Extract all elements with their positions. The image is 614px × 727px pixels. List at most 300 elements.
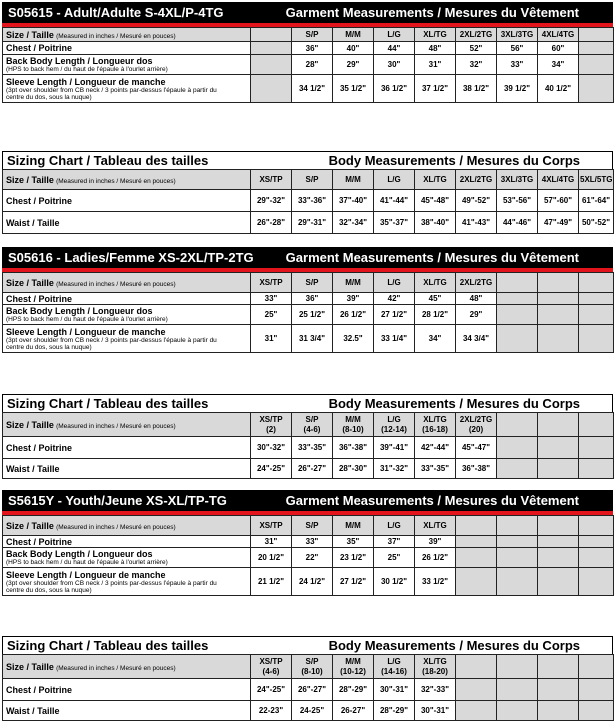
back-cell: 28 1/2": [415, 305, 456, 325]
back-length-label-sub-0: (HPS to back hem / du haut de l'épaule à l'ourlet arrière): [6, 559, 168, 566]
chest-cell: 33"-35": [292, 437, 333, 459]
size-cell: [538, 273, 579, 293]
waist-cell: 31"-32": [374, 459, 415, 479]
back-cell: 26 1/2": [415, 548, 456, 568]
back-length-label-sub-0: (HPS to back hem / du haut de l'épaule à l'ourlet arrière): [6, 316, 168, 323]
chest-cell: 33"-36": [292, 190, 333, 212]
waist-label-main: Waist / Taille: [6, 217, 60, 228]
back-cell: [538, 548, 579, 568]
size-cell: [251, 655, 292, 679]
waist-cell: [579, 459, 614, 479]
back-length-row: [3, 548, 614, 568]
garment-header: [2, 490, 613, 515]
size-cell: 2XL/2TG: [456, 170, 497, 190]
chest-cell: 49"-52": [456, 190, 497, 212]
waist-label: [3, 212, 251, 234]
sizing-chart-title: Sizing Chart / Tableau des tailles: [7, 396, 209, 411]
back-cell: [456, 548, 497, 568]
chest-cell: 35": [333, 536, 374, 548]
chest-cell: 30"-31": [374, 679, 415, 701]
waist-cell: 29"-31": [292, 212, 333, 234]
size-cell: [579, 413, 614, 437]
back-cell: [497, 305, 538, 325]
sleeve-cell: 38 1/2": [456, 75, 497, 103]
chest-cell: 30"-32": [251, 437, 292, 459]
size-label-main: Size / Taille: [6, 277, 54, 288]
size-cell: [497, 413, 538, 437]
size-cell: [415, 655, 456, 679]
back-length-label-main: Back Body Length / Longueur dos: [6, 549, 153, 559]
chest-cell: [456, 536, 497, 548]
chest-label-main: Chest / Poitrine: [6, 684, 73, 695]
back-cell: 31": [415, 55, 456, 75]
sleeve-cell: [579, 325, 614, 353]
size-code: 2XL/2TG: [459, 414, 493, 424]
body-header: [2, 636, 613, 654]
size-cell: L/G: [374, 170, 415, 190]
sleeve-cell: 34 3/4": [456, 325, 497, 353]
size-label-main: Size / Taille: [6, 419, 54, 430]
chest-row: [3, 437, 614, 459]
sleeve-cell: 39 1/2": [497, 75, 538, 103]
size-cell: XL/TG: [415, 273, 456, 293]
waist-cell: 26"-27": [292, 459, 333, 479]
sleeve-length-label-main: Sleeve Length / Longueur de manche: [6, 569, 166, 580]
size-cell: [415, 413, 456, 437]
sizing-chart-title: Sizing Chart / Tableau des tailles: [7, 153, 209, 168]
back-length-label-main: Back Body Length / Longueur dos: [6, 56, 153, 66]
chest-cell: 36": [292, 42, 333, 55]
chest-cell: 45": [415, 293, 456, 305]
chest-label: [3, 536, 251, 548]
sleeve-cell: 31 3/4": [292, 325, 333, 353]
garment-table: [2, 272, 614, 353]
waist-cell: 41"-43": [456, 212, 497, 234]
size-label-sub: (Measured in inches / Mesuré en pouces): [56, 523, 176, 531]
sleeve-length-label-sub-1: centre du dos, sous la nuque): [6, 93, 92, 101]
body-block: [2, 151, 613, 234]
chest-row: [3, 293, 614, 305]
sleeve-cell: 32.5": [333, 325, 374, 353]
size-code: XL/TG: [423, 656, 447, 666]
size-cell: [456, 413, 497, 437]
sleeve-cell: [538, 325, 579, 353]
size-cell: [333, 413, 374, 437]
product-title: S05616 - Ladies/Femme XS-2XL/TP-2TG: [8, 250, 254, 265]
size-cell: M/M: [333, 273, 374, 293]
size-cell: [538, 516, 579, 536]
chest-cell: 37"-40": [333, 190, 374, 212]
chest-cell: [579, 437, 614, 459]
sizing-chart-title: Sizing Chart / Tableau des tailles: [7, 638, 209, 653]
chest-cell: [497, 536, 538, 548]
back-length-label-sub-0: (HPS to back hem / du haut de l'épaule à l'ourlet arrière): [6, 66, 168, 73]
chest-cell: 24"-25": [251, 679, 292, 701]
size-label: [3, 413, 251, 437]
chest-cell: 33": [292, 536, 333, 548]
back-cell: 25 1/2": [292, 305, 333, 325]
waist-cell: 26"-28": [251, 212, 292, 234]
size-label-sub: (Measured in inches / Mesuré en pouces): [56, 177, 176, 185]
size-cell: [251, 28, 292, 42]
sleeve-length-row: [3, 325, 614, 353]
chest-cell: 36"-38": [333, 437, 374, 459]
size-range: (16-18): [422, 424, 448, 434]
size-cell: [374, 655, 415, 679]
waist-cell: 44"-46": [497, 212, 538, 234]
size-code: XS/TP: [259, 656, 283, 666]
size-range: (20): [468, 424, 484, 434]
size-cell: [456, 516, 497, 536]
size-row: [3, 655, 614, 679]
chest-cell: 57"-60": [538, 190, 579, 212]
chest-row: [3, 679, 614, 701]
size-label-sub: (Measured in inches / Mesuré en pouces): [56, 32, 176, 40]
size-code: L/G: [387, 656, 401, 666]
chest-label: [3, 42, 251, 55]
size-cell: L/G: [374, 516, 415, 536]
body-measurements-title: Body Measurements / Mesures du Corps: [328, 153, 580, 168]
sleeve-length-row: [3, 75, 614, 103]
size-cell: [292, 413, 333, 437]
garment-table: [2, 515, 614, 596]
back-length-row: [3, 305, 614, 325]
chest-cell: 42"-44": [415, 437, 456, 459]
waist-cell: [497, 459, 538, 479]
chest-cell: 48": [456, 293, 497, 305]
body-header: [2, 394, 613, 412]
waist-label: [3, 459, 251, 479]
waist-cell: 28"-30": [333, 459, 374, 479]
body-table: [2, 412, 614, 479]
size-cell: [333, 655, 374, 679]
chest-cell: [497, 437, 538, 459]
waist-row: [3, 459, 614, 479]
size-cell: [251, 413, 292, 437]
chest-cell: 39"-41": [374, 437, 415, 459]
size-cell: XL/TG: [415, 516, 456, 536]
size-code: L/G: [387, 414, 401, 424]
size-cell: M/M: [333, 28, 374, 42]
chest-cell: 36": [292, 293, 333, 305]
body-block: [2, 636, 613, 721]
back-cell: [579, 305, 614, 325]
product-title: S5615Y - Youth/Jeune XS-XL/TP-TG: [8, 493, 227, 508]
back-cell: 29": [333, 55, 374, 75]
sleeve-cell: 27 1/2": [333, 568, 374, 596]
chest-cell: [538, 293, 579, 305]
sleeve-length-label-main: Sleeve Length / Longueur de manche: [6, 76, 166, 87]
sleeve-length-label-sub-0: (3pt over shoulder from CB neck / 3 points par-dessus l'épaule à partir du: [6, 336, 217, 344]
size-cell: 5XL/5TG: [579, 170, 614, 190]
chest-cell: 56": [497, 42, 538, 55]
sleeve-length-label: [3, 75, 251, 103]
size-cell: M/M: [333, 170, 374, 190]
size-cell: [497, 655, 538, 679]
size-row: [3, 516, 614, 536]
size-range: (8-10): [342, 424, 364, 434]
chest-cell: 39": [415, 536, 456, 548]
sleeve-length-row: [3, 568, 614, 596]
sleeve-length-label-sub-0: (3pt over shoulder from CB neck / 3 points par-dessus l'épaule à partir du: [6, 86, 217, 94]
chest-cell: [579, 293, 614, 305]
back-cell: 29": [456, 305, 497, 325]
chest-label: [3, 437, 251, 459]
sleeve-cell: [579, 75, 614, 103]
size-row: [3, 28, 614, 42]
waist-cell: 26-27": [333, 701, 374, 721]
sleeve-cell: [497, 568, 538, 596]
size-cell: [456, 655, 497, 679]
size-range: (12-14): [381, 424, 407, 434]
waist-cell: 36"-38": [456, 459, 497, 479]
chest-label-main: Chest / Poitrine: [6, 442, 73, 453]
back-cell: 32": [456, 55, 497, 75]
chest-cell: [538, 437, 579, 459]
sleeve-cell: [497, 325, 538, 353]
chest-label-main: Chest / Poitrine: [6, 195, 73, 206]
chest-cell: [579, 679, 614, 701]
garment-block: [2, 2, 613, 103]
chest-cell: 53"-56": [497, 190, 538, 212]
chest-cell: [497, 293, 538, 305]
chest-label: [3, 293, 251, 305]
back-length-label: [3, 548, 251, 568]
sleeve-cell: 21 1/2": [251, 568, 292, 596]
size-cell: [538, 413, 579, 437]
garment-measurements-title: Garment Measurements / Mesures du Vêtement: [285, 493, 579, 508]
sleeve-length-label: [3, 325, 251, 353]
garment-header: [2, 2, 613, 27]
waist-cell: 33"-35": [415, 459, 456, 479]
waist-cell: 32"-34": [333, 212, 374, 234]
size-cell: L/G: [374, 28, 415, 42]
garment-measurements-title: Garment Measurements / Mesures du Vêtement: [285, 250, 579, 265]
chest-cell: 40": [333, 42, 374, 55]
size-row: [3, 170, 614, 190]
back-cell: 34": [538, 55, 579, 75]
size-code: M/M: [345, 656, 361, 666]
body-block: [2, 394, 613, 479]
back-cell: 28": [292, 55, 333, 75]
chest-cell: 45"-47": [456, 437, 497, 459]
waist-cell: 38"-40": [415, 212, 456, 234]
chest-cell: [579, 42, 614, 55]
size-code: S/P: [305, 656, 319, 666]
size-range: (14-16): [381, 666, 407, 676]
chest-row: [3, 190, 614, 212]
waist-row: [3, 212, 614, 234]
garment-block: [2, 247, 613, 353]
sleeve-length-label-sub-1: centre du dos, sous la nuque): [6, 343, 92, 351]
chest-cell: 60": [538, 42, 579, 55]
size-cell: XL/TG: [415, 170, 456, 190]
size-range: (18-20): [422, 666, 448, 676]
size-cell: L/G: [374, 273, 415, 293]
sleeve-cell: 34": [415, 325, 456, 353]
chest-cell: 39": [333, 293, 374, 305]
chest-cell: 37": [374, 536, 415, 548]
size-range: (10-12): [340, 666, 366, 676]
waist-row: [3, 701, 614, 721]
waist-label-main: Waist / Taille: [6, 463, 60, 474]
chest-cell: 28"-29": [333, 679, 374, 701]
chest-cell: 52": [456, 42, 497, 55]
back-length-label: [3, 55, 251, 75]
chest-label-main: Chest / Poitrine: [6, 43, 73, 53]
size-label-sub: (Measured in inches / Mesuré en pouces): [56, 422, 176, 430]
size-label-main: Size / Taille: [6, 661, 54, 672]
sleeve-cell: [538, 568, 579, 596]
size-label: [3, 655, 251, 679]
chest-cell: 29"-32": [251, 190, 292, 212]
size-cell: 2XL/2TG: [456, 28, 497, 42]
size-cell: [292, 655, 333, 679]
back-length-row: [3, 55, 614, 75]
chest-label-main: Chest / Poitrine: [6, 536, 73, 547]
waist-cell: 22-23": [251, 701, 292, 721]
back-cell: 25": [251, 305, 292, 325]
chest-row: [3, 536, 614, 548]
sleeve-cell: 30 1/2": [374, 568, 415, 596]
body-header: [2, 151, 613, 169]
waist-cell: 28"-29": [374, 701, 415, 721]
back-cell: 22": [292, 548, 333, 568]
back-cell: 27 1/2": [374, 305, 415, 325]
waist-cell: 30"-31": [415, 701, 456, 721]
size-range: (4-6): [262, 666, 280, 676]
size-cell: XS/TP: [251, 516, 292, 536]
sleeve-cell: 33 1/4": [374, 325, 415, 353]
back-cell: [538, 305, 579, 325]
size-code: M/M: [345, 414, 361, 424]
back-cell: [579, 55, 614, 75]
chest-cell: 48": [415, 42, 456, 55]
garment-table: [2, 27, 614, 103]
back-cell: [251, 55, 292, 75]
size-cell: XL/TG: [415, 28, 456, 42]
size-code: XL/TG: [423, 414, 447, 424]
size-label: [3, 170, 251, 190]
chest-row: [3, 42, 614, 55]
garment-measurements-title: Garment Measurements / Mesures du Vêtement: [285, 5, 579, 20]
waist-cell: 47"-49": [538, 212, 579, 234]
chest-label: [3, 679, 251, 701]
size-cell: S/P: [292, 28, 333, 42]
sleeve-length-label-sub-1: centre du dos, sous la nuque): [6, 586, 92, 594]
size-range: (8-10): [301, 666, 323, 676]
body-table: [2, 169, 614, 234]
sleeve-cell: 37 1/2": [415, 75, 456, 103]
waist-label-main: Waist / Taille: [6, 705, 60, 716]
size-label-sub: (Measured in inches / Mesuré en pouces): [56, 664, 176, 672]
sleeve-length-label: [3, 568, 251, 596]
size-cell: 4XL/4TG: [538, 28, 579, 42]
garment-block: [2, 490, 613, 596]
size-label: [3, 516, 251, 536]
chest-cell: [497, 679, 538, 701]
size-range: (2): [266, 424, 276, 434]
size-range: (4-6): [303, 424, 321, 434]
sleeve-length-label-main: Sleeve Length / Longueur de manche: [6, 326, 166, 337]
size-cell: [579, 273, 614, 293]
chest-cell: 31": [251, 536, 292, 548]
size-cell: S/P: [292, 170, 333, 190]
chest-cell: [579, 536, 614, 548]
size-label: [3, 28, 251, 42]
chest-cell: 42": [374, 293, 415, 305]
sleeve-length-label-sub-0: (3pt over shoulder from CB neck / 3 points par-dessus l'épaule à partir du: [6, 579, 217, 587]
chest-cell: [538, 536, 579, 548]
size-cell: S/P: [292, 273, 333, 293]
sleeve-cell: 31": [251, 325, 292, 353]
chest-cell: [538, 679, 579, 701]
size-row: [3, 273, 614, 293]
back-cell: 20 1/2": [251, 548, 292, 568]
chest-cell: [456, 679, 497, 701]
chest-label-main: Chest / Poitrine: [6, 293, 73, 304]
size-cell: XS/TP: [251, 273, 292, 293]
sleeve-cell: 40 1/2": [538, 75, 579, 103]
body-table: [2, 654, 614, 721]
waist-cell: [497, 701, 538, 721]
size-label-main: Size / Taille: [6, 29, 54, 40]
sleeve-cell: 35 1/2": [333, 75, 374, 103]
waist-cell: [538, 459, 579, 479]
waist-label: [3, 701, 251, 721]
body-measurements-title: Body Measurements / Mesures du Corps: [328, 396, 580, 411]
back-cell: 23 1/2": [333, 548, 374, 568]
size-cell: 3XL/3TG: [497, 170, 538, 190]
size-cell: 4XL/4TG: [538, 170, 579, 190]
chest-cell: 44": [374, 42, 415, 55]
size-label-main: Size / Taille: [6, 174, 54, 185]
size-cell: 3XL/3TG: [497, 28, 538, 42]
size-cell: 2XL/2TG: [456, 273, 497, 293]
back-cell: 30": [374, 55, 415, 75]
chest-cell: 45"-48": [415, 190, 456, 212]
size-code: S/P: [305, 414, 319, 424]
size-label-main: Size / Taille: [6, 520, 54, 531]
waist-cell: [538, 701, 579, 721]
size-label-sub: (Measured in inches / Mesuré en pouces): [56, 280, 176, 288]
chest-label: [3, 190, 251, 212]
product-title: S05615 - Adult/Adulte S-4XL/P-4TG: [8, 5, 224, 20]
back-cell: [497, 548, 538, 568]
waist-cell: 50"-52": [579, 212, 614, 234]
size-cell: S/P: [292, 516, 333, 536]
size-cell: XS/TP: [251, 170, 292, 190]
size-cell: [538, 655, 579, 679]
size-cell: [579, 28, 614, 42]
waist-cell: 24"-25": [251, 459, 292, 479]
size-cell: [579, 516, 614, 536]
chest-cell: 26"-27": [292, 679, 333, 701]
size-cell: [497, 516, 538, 536]
chest-cell: 41"-44": [374, 190, 415, 212]
size-cell: [374, 413, 415, 437]
body-measurements-title: Body Measurements / Mesures du Corps: [328, 638, 580, 653]
garment-header: [2, 247, 613, 272]
chest-cell: 33": [251, 293, 292, 305]
back-cell: [579, 548, 614, 568]
waist-cell: 35"-37": [374, 212, 415, 234]
waist-cell: 24-25": [292, 701, 333, 721]
back-cell: 33": [497, 55, 538, 75]
size-cell: [579, 655, 614, 679]
waist-cell: [579, 701, 614, 721]
size-cell: M/M: [333, 516, 374, 536]
